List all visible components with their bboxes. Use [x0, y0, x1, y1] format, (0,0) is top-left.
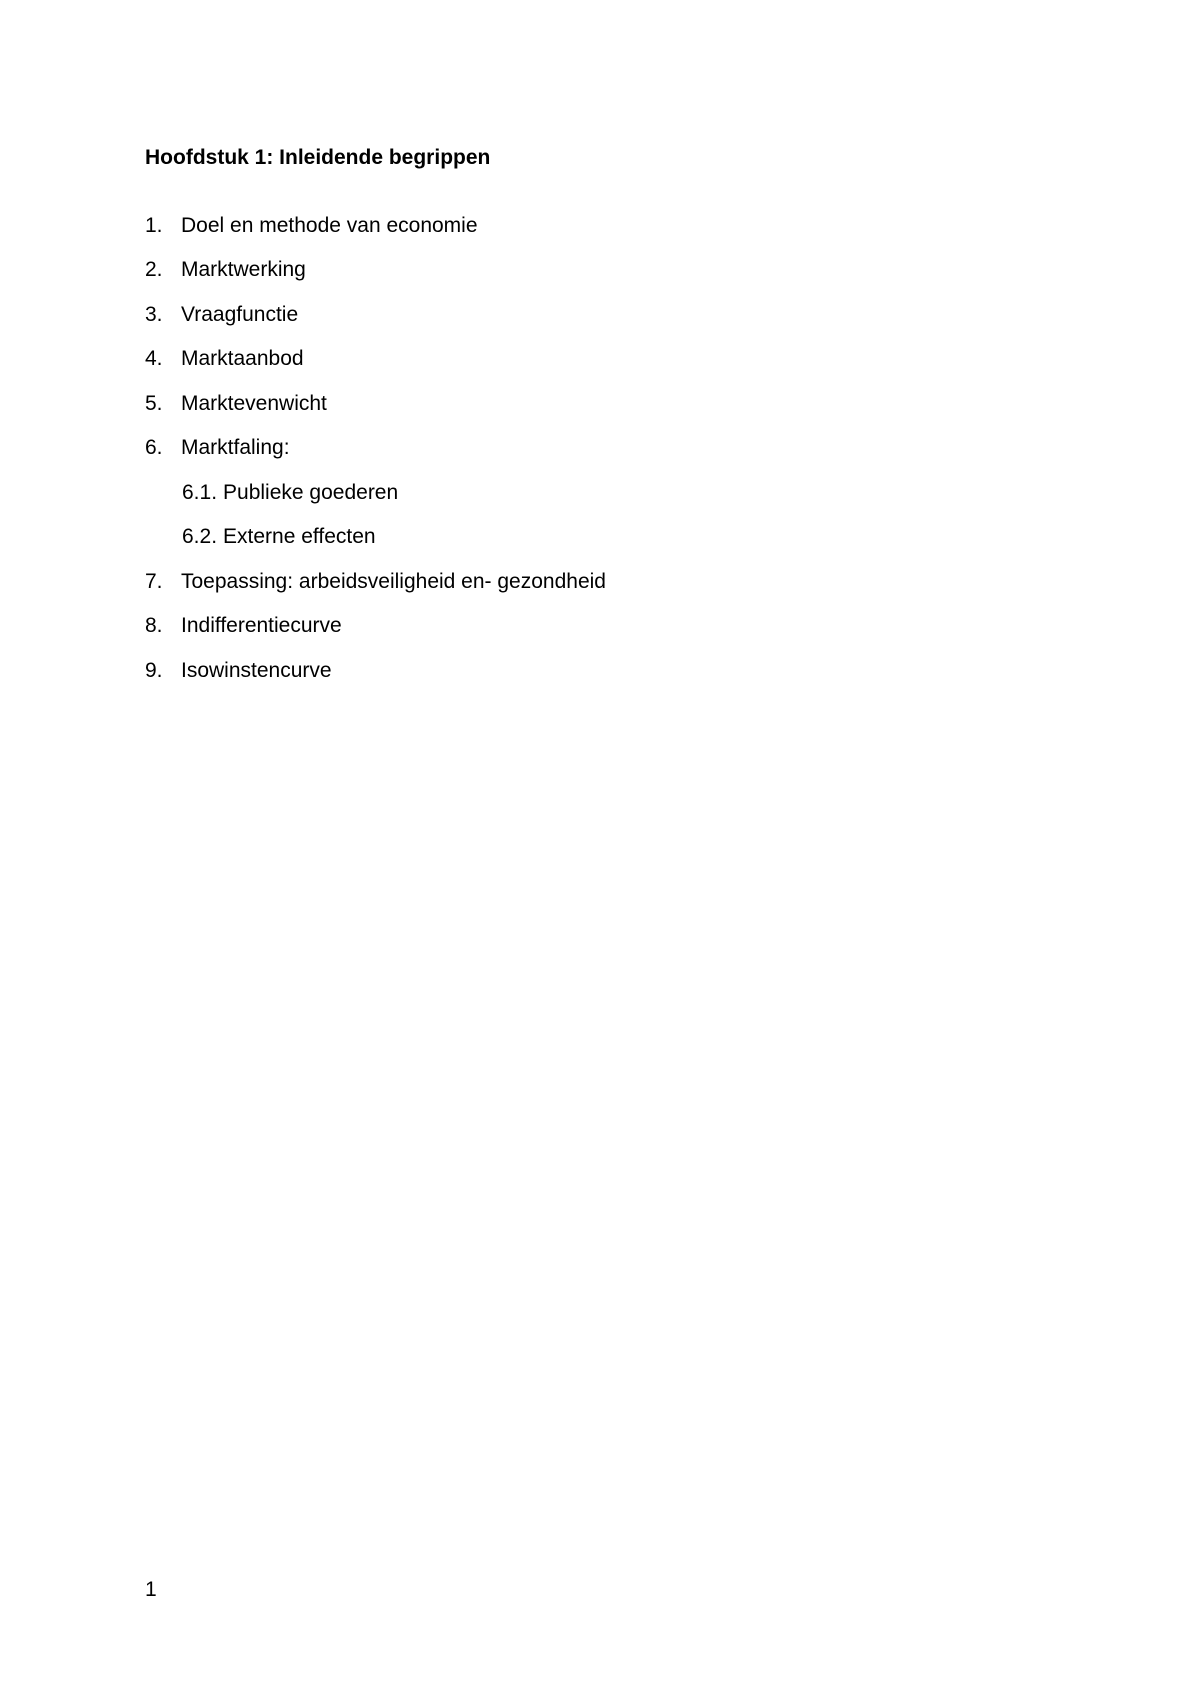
- toc-item: [145, 612, 342, 640]
- toc-item-number: 4.: [145, 347, 163, 370]
- toc-item: [145, 345, 304, 373]
- toc-item-number: 6.1.: [182, 481, 218, 504]
- toc-item-number: 6.: [145, 436, 163, 459]
- toc-item: [145, 256, 306, 284]
- toc-item-label: Marktfaling:: [181, 436, 290, 459]
- toc-item-label: Marktevenwicht: [181, 392, 327, 415]
- toc-item-number: 5.: [145, 392, 163, 415]
- toc-item-label: Isowinstencurve: [181, 659, 332, 682]
- toc-item: [145, 434, 290, 462]
- toc-subitem: [182, 479, 398, 507]
- chapter-heading: Hoofdstuk 1: Inleidende begrippen: [145, 146, 491, 169]
- toc-item-number: 7.: [145, 570, 163, 593]
- toc-item: [145, 212, 478, 240]
- page-number: 1: [145, 1578, 157, 1601]
- toc-item-label: Doel en methode van economie: [181, 214, 478, 237]
- toc-item-label: Marktwerking: [181, 258, 306, 281]
- toc-item-label: Externe effecten: [223, 525, 376, 548]
- toc-item-label: Publieke goederen: [223, 481, 399, 504]
- toc-item-number: 1.: [145, 214, 163, 237]
- toc-item-number: 9.: [145, 659, 163, 682]
- toc-item-label: Toepassing: arbeidsveiligheid en- gezondheid: [181, 570, 606, 593]
- toc-item-number: 6.2.: [182, 525, 218, 548]
- toc-item-label: Vraagfunctie: [181, 303, 299, 326]
- toc-item-label: Marktaanbod: [181, 347, 304, 370]
- toc-item: [145, 390, 327, 418]
- toc-item-number: 3.: [145, 303, 163, 326]
- toc-subitem: [182, 523, 376, 551]
- toc-item: [145, 657, 332, 685]
- toc-item-number: 8.: [145, 614, 163, 637]
- toc-item-number: 2.: [145, 258, 163, 281]
- toc-item-label: Indifferentiecurve: [181, 614, 342, 637]
- toc-item: [145, 301, 298, 329]
- toc-item: [145, 568, 606, 596]
